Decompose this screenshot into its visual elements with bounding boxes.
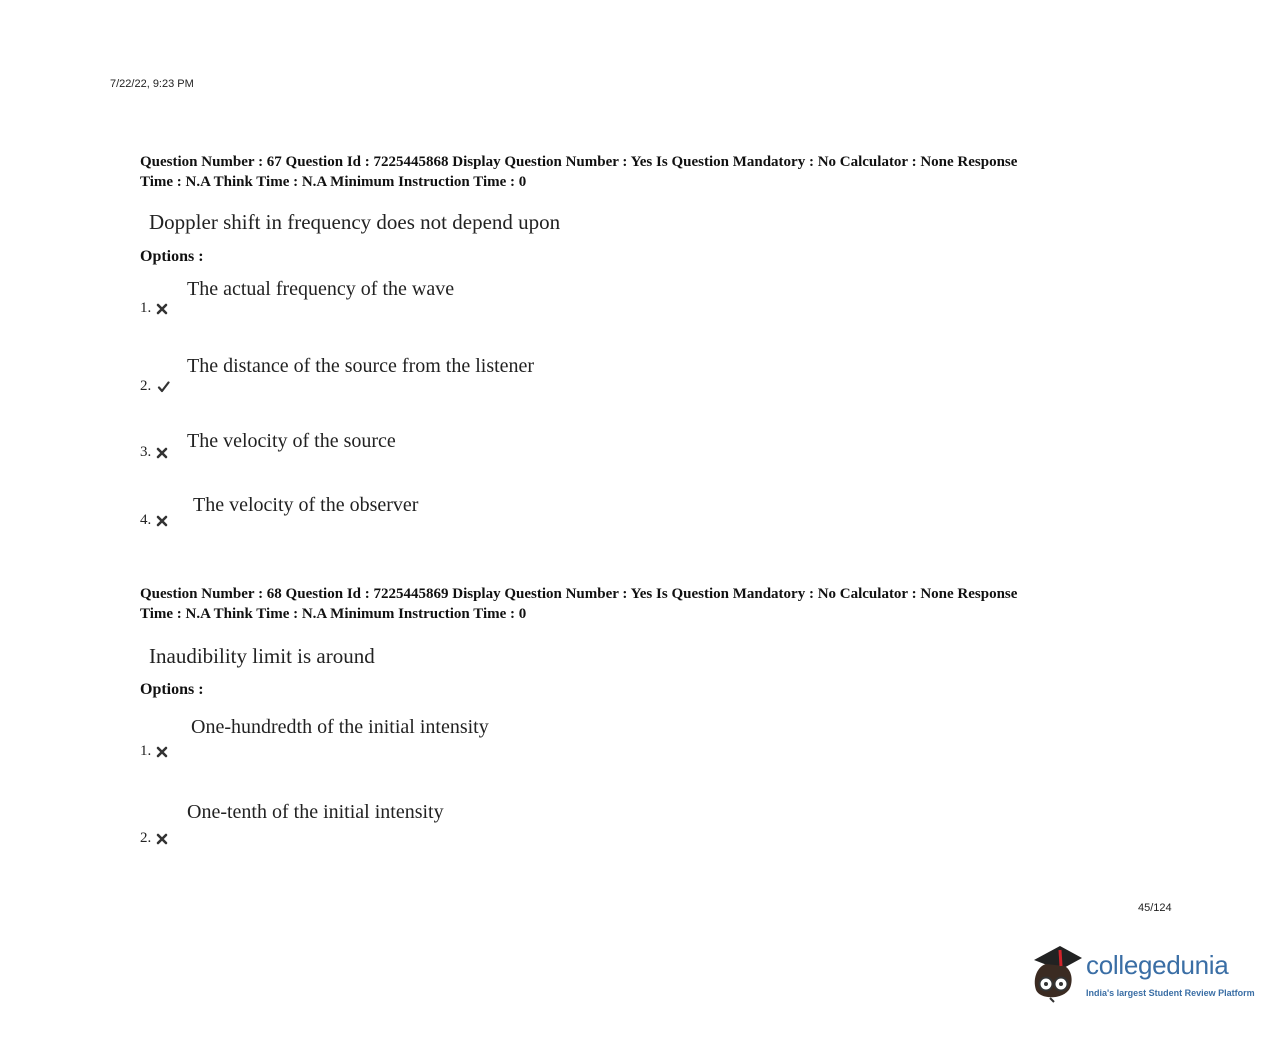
option-number: 1. (140, 300, 168, 317)
option-number: 4. (140, 512, 168, 529)
option-text: One-tenth of the initial intensity (187, 801, 444, 823)
option-number: 1. (140, 743, 168, 760)
option-text: The distance of the source from the listener (187, 355, 535, 377)
option-number: 3. (140, 444, 168, 461)
question-68-text: Inaudibility limit is around (149, 644, 375, 668)
cross-icon (156, 303, 168, 315)
cross-icon (156, 447, 168, 459)
question-68-meta (140, 585, 1170, 624)
options-label: Options : (140, 248, 204, 265)
question-meta-line: Time : N.A Think Time : N.A Minimum Instruction Time : 0 (140, 173, 527, 190)
option-text: The actual frequency of the wave (187, 278, 455, 300)
check-icon (156, 381, 171, 393)
option-number: 2. (140, 830, 168, 847)
option-text: The velocity of the observer (193, 494, 419, 516)
option-text: The velocity of the source (187, 430, 396, 452)
cross-icon (156, 833, 168, 845)
option-text: One-hundredth of the initial intensity (191, 716, 489, 738)
options-label: Options : (140, 681, 204, 698)
question-meta-line: Question Number : 68 Question Id : 7225445869 Display Question Number : Yes Is Question Mandatory : No Calculator : None Response (140, 586, 1018, 602)
collegedunia-tagline: India's largest Student Review Platform (1086, 988, 1255, 998)
print-timestamp: 7/22/22, 9:23 PM (110, 78, 194, 90)
question-meta-line: Time : N.A Think Time : N.A Minimum Instruction Time : 0 (140, 605, 527, 622)
collegedunia-mascot-icon (1024, 938, 1086, 1008)
collegedunia-logo-text: collegedunia (1086, 950, 1229, 980)
question-67-text: Doppler shift in frequency does not depend upon (149, 210, 561, 234)
option-number: 2. (140, 378, 171, 395)
cross-icon (156, 746, 168, 758)
question-meta-line: Question Number : 67 Question Id : 7225445868 Display Question Number : Yes Is Question Mandatory : No Calculator : None Response (140, 154, 1018, 170)
cross-icon (156, 515, 168, 527)
page-number: 45/124 (1138, 902, 1172, 914)
question-67-meta (140, 153, 1170, 192)
